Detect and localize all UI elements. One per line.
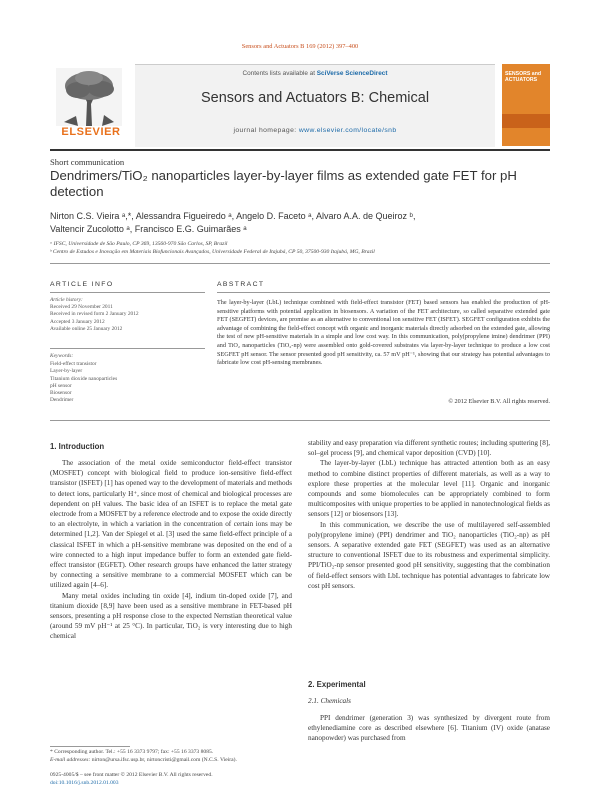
keyword: Field-effect transistor [50,361,97,367]
abstract-rule [217,292,550,293]
history-received: Received 29 November 2011 [50,304,113,310]
keyword-list [50,361,117,405]
journal-cover-thumbnail [502,64,550,146]
article-history [50,304,139,333]
title-block-rule [50,263,550,264]
paragraph: stability and easy preparation via different synthetic routes; including sputtering [8], sol–gel process [9], and chemical vapor deposition (CVD) [10]. [308,439,550,458]
cover-stripe [502,114,550,128]
footnote-rule [50,746,130,747]
keyword: Titanium dioxide nanoparticles [50,375,118,382]
article-info-heading: ARTICLE INFO [50,281,114,288]
paragraph: The layer-by-layer (LbL) technique has attracted attention both as an easy method to combine distinct properties of different materials, as well as a way to explore these properties at the molecular level [11]. Organic and inorganic compounds and some biomolecules can be appropriately combined to form multicomposites with unique properties to be applied in nanotechnological fields as sensors [12] or biosensors [13]. [308,459,550,519]
introduction-heading: 1. Introduction [50,442,105,451]
paragraph: In this communication, we describe the use of multilayered self-assembled poly(propylene imine) (PPI) dendrimer and TiO₂ nanoparticles (TiO₂-np) as pH sensors. A separative extended gate FET (SEGFET) was used as an alternative structure to conventional ISFET due to its robustness and experimental simplicity. PPI/TiO₂-np sensor presented good pH sensitivity, suggesting that the combination of field-effect sensors with LbL technique has potential advantages to fabricate low cost pH sensors. [308,520,550,590]
journal-reference[interactable]: Sensors and Actuators B 169 (2012) 397–400 [241,43,359,50]
email-addresses[interactable]: nirton@ursa.ifsc.usp.br, nirtoncristi@gmail.com (N.C.S. Vieira). [91,756,237,763]
chemicals-heading: 2.1. Chemicals [308,697,351,705]
journal-title: Sensors and Actuators B: Chemical [200,90,430,106]
keyword: Layer-by-layer [50,368,83,375]
abstract-text: The layer-by-layer (LbL) technique combined with field-effect transistor (FET) based sensors has enabled the production of pH-sensitive platforms with potential application in biosensors. A variation of the FET architecture, so called separative extended gate FET (SEGFET) devices, are promise as an alternative to conventional ion sensitive FET (ISFET). SEGFET configuration exhibits the advantage of combining the field-effect concept with organic and inorganic materials directly adsorbed on the extended gate, allowing the test of new pH-sensitive materials in a simple and low cost way. In this communication, poly(propylene imine) dendrimer (PPI) and TiO₂ nanoparticles (TiO₂-np) were assembled onto gold-covered substrates via layer-by-layer technique to produce a low cost SEGFET pH sensor. The sensor presented good pH sensitivity, ca. 57 mV pH⁻¹, showing that our strategy has potential advantages to fabricate low cost pH-sensing membranes. [217,299,550,367]
keywords-rule [50,348,205,349]
affiliation-a: ᵃ IFSC, Universidade de São Paulo, CP 369, 13560-970 São Carlos, SP, Brazil [50,241,228,247]
history-revised: Received in revised form 2 January 2012 [50,311,139,318]
abstract-bottom-rule [50,420,550,421]
paragraph: The association of the metal oxide semiconductor field-effect transistor (MOSFET) concept with biological field to produce ion-sensitive field-effect transistor (ISFET) [1] has opened way to the development of materials and methods to detect ions, particularly H⁺, since most of chemical and biological processes are dependent on pH values. The basic idea of an ISFET is to replace the metal gate electrode from a MOSFET by a reference electrode and to expose the oxide directly to an electrolyte, in which a variation in the concentration of certain ions may be determined [1,2]. Van der Spiegel et al. [3] used the same field-effect principle of a classical ISFET in which a pH-sensitive membrane was deposited on the end of a wire connected to a high input impedance buffer to form an extended gate field-effect transistor (EGFET). Other research groups have enhanced the latter strategy by connecting a sensitive membrane to a commercial MOSFET which can be utilized again [4–6]. [50,459,292,590]
body-right-column [308,438,550,591]
sciencedirect-link[interactable]: SciVerse ScienceDirect [316,70,388,77]
email-label: E-mail addresses: [50,756,92,763]
chemicals-text [308,713,550,744]
article-history-label: Article history: [50,297,83,303]
article-title: Dendrimers/TiO₂ nanoparticles layer-by-layer films as extended gate FET for pH detection [50,168,517,199]
abstract-heading: ABSTRACT [217,281,265,288]
issn-line: 0925-4005/$ – see front matter © 2012 Elsevier B.V. All rights reserved. [50,772,213,778]
journal-homepage [135,127,495,134]
experimental-heading: 2. Experimental [308,680,366,689]
affiliations [50,240,550,256]
keyword: pH sensor [50,382,72,389]
homepage-prefix: journal homepage: [233,127,299,134]
keyword: Biosensor [50,390,72,397]
doi-link[interactable]: doi:10.1016/j.snb.2012.01.003 [50,779,119,786]
publisher-logo-text: ELSEVIER [61,126,121,138]
history-online: Available online 25 January 2012 [50,325,123,332]
copyright: © 2012 Elsevier B.V. All rights reserved. [448,398,550,405]
paragraph: PPI dendrimer (generation 3) was synthesized by divergent route from ethylenediamine core as described elsewhere [6]. Titanium (IV) oxide (anatase nanopowder) was purchased from [308,714,550,743]
authors-line-1: Nirton C.S. Vieira ᵃ,*, Alessandra Figueiredo ᵃ, Angelo D. Faceto ᵃ, Alvaro A.A. de Queiroz ᵇ, [50,211,416,221]
keyword: Dendrimer [50,397,74,404]
footnotes [50,749,292,764]
contents-prefix: Contents lists available at [242,70,317,77]
header-rule [50,149,550,151]
author-list [50,210,550,236]
article-type: Short communication [50,157,125,167]
history-accepted: Accepted 3 January 2012 [50,318,105,325]
cover-title: SENSORS and ACTUATORS [505,71,542,83]
authors-line-2: Valtencir Zucolotto ᵃ, Francisco E.G. Guimarães ᵃ [50,224,247,234]
homepage-link[interactable]: www.elsevier.com/locate/snb [298,127,397,134]
paragraph: Many metal oxides including tin oxide [4], indium tin-doped oxide [7], and titanium dioxide [8,9] have been used as a sensitive membrane in FET-based pH sensors, presenting a pH response close to the expected Nernstian theoretical value (around 59 mV pH⁻¹ at 25 °C). In particular, TiO₂ is very interesting due to high chemical [50,591,292,641]
email-note [50,757,292,765]
contents-line [135,70,495,77]
affiliation-b: ᵇ Centro de Estudos e Inovação em Materiais Biofuncionais Avançados, Universidade Federal de Itajubá, CP 50, 37500-930 Itajubá, MG, Brazil [50,249,375,255]
publication-info [50,772,350,787]
keywords-label: Keywords: [50,353,74,359]
corresponding-author-note: * Corresponding author. Tel.: +55 16 3373 9797; fax: +55 16 3373 8085. [50,749,214,755]
elsevier-tree-icon [56,68,122,126]
body-left-column [50,458,292,642]
article-info-rule [50,292,205,293]
